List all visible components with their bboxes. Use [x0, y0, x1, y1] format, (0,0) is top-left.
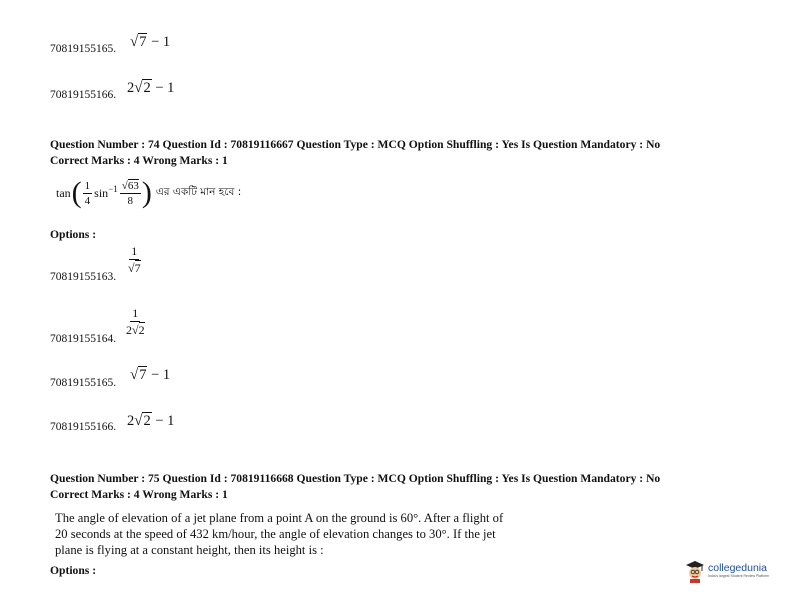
collegedunia-logo [684, 559, 769, 583]
option-id: 70819155166. [50, 421, 117, 433]
sqrt-symbol: √ [132, 323, 139, 337]
option-expression [130, 367, 170, 384]
option-expression [127, 80, 174, 97]
sqrt-symbol: √2 [134, 80, 151, 96]
question-meta: Question Number : 75 Question Id : 70819116668 Question Type : MCQ Option Shuffling : Yes Is Question Mandatory : No [50, 472, 661, 485]
options-label: Options : [50, 228, 97, 241]
minus-one: − 1 [151, 367, 171, 383]
inverse-superscript: −1 [108, 184, 118, 194]
mascot-icon [684, 559, 706, 583]
sqrt-symbol: √ [128, 261, 135, 275]
sqrt-symbol: √ [121, 179, 128, 192]
minus-one: − 1 [151, 34, 171, 50]
question-75-text [55, 510, 615, 558]
brand-tagline: India's largest Student Review Platform [708, 574, 769, 578]
question-meta: Question Number : 74 Question Id : 70819116667 Question Type : MCQ Option Shuffling : Yes Is Question Mandatory : No [50, 138, 661, 151]
option-id: 70819155165. [50, 43, 117, 55]
question-marks: Correct Marks : 4 Wrong Marks : 1 [50, 154, 228, 167]
sqrt-symbol: √7 [130, 367, 147, 383]
question-74-expression [56, 178, 241, 208]
options-label: Options : [50, 564, 97, 577]
option-expression: $\frac{1}{2√2}$ [126, 306, 145, 337]
sin-label: sin [94, 185, 109, 200]
question-text-line: The angle of elevation of a jet plane from a point A on the ground is 60°. After a flight of [55, 511, 504, 525]
option-id: 70819155163. [50, 271, 117, 283]
sqrt-symbol: √7 [130, 34, 147, 50]
option-expression [130, 34, 170, 51]
option-expression [127, 413, 174, 430]
option-expression: $\frac{1}{√7}$ [128, 244, 141, 275]
left-paren: ( [71, 176, 82, 209]
question-text-line: plane is flying at a constant height, then its height is : [55, 543, 324, 557]
question-marks: Correct Marks : 4 Wrong Marks : 1 [50, 488, 228, 501]
fraction-root-63-over-8: $\frac{√63}{8}$ [121, 179, 139, 207]
tan-label: tan [56, 185, 71, 200]
option-id: 70819155164. [50, 333, 117, 345]
coefficient: 2 [127, 80, 135, 96]
brand-name: collegedunia [708, 562, 767, 574]
right-paren: ) [141, 176, 152, 209]
option-id: 70819155165. [50, 377, 117, 389]
sqrt-symbol: √2 [134, 413, 151, 429]
fraction-one-fourth: $\frac{1}{4}$ [84, 179, 91, 207]
option-id: 70819155166. [50, 89, 117, 101]
question-text-line: 20 seconds at the speed of 432 km/hour, the angle of elevation changes to 30°. If the jet [55, 527, 496, 541]
minus-one: − 1 [155, 413, 175, 429]
question-75-header [50, 471, 660, 503]
coefficient: 2 [127, 413, 135, 429]
question-74-header [50, 137, 660, 169]
question-74-bengali-text: এর একটি মান হবে : [155, 185, 242, 198]
minus-one: − 1 [155, 80, 175, 96]
